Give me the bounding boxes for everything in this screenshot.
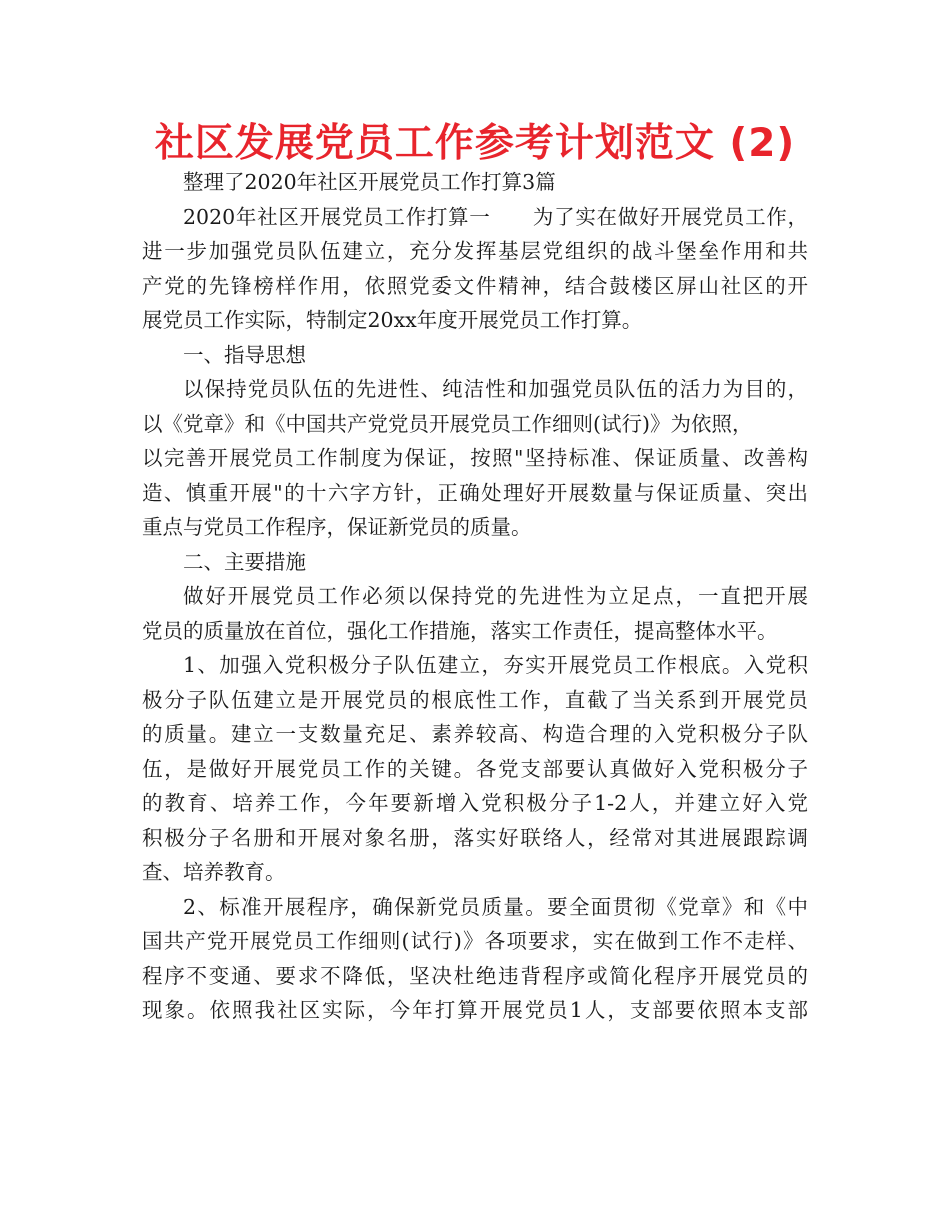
body-line: 展党员工作实际，特制定20xx年度开展党员工作打算。 (142, 308, 643, 332)
body-line: 党员的质量放在首位，强化工作措施，落实工作责任，提高整体水平。 (142, 618, 778, 643)
document-body (142, 165, 808, 1028)
body-line: 的教育、培养工作，今年要新增入党积极分子1-2人，并建立好入党 (142, 791, 808, 815)
body-line: 二、主要措施 (183, 549, 306, 574)
document-title: 社区发展党员工作参考计划范文 (2) (154, 121, 796, 166)
body-line: 进一步加强党员队伍建立，充分发挥基层党组织的战斗堡垒作用和共 (142, 239, 808, 263)
body-line: 重点与党员工作程序，保证新党员的质量。 (142, 515, 532, 539)
body-line: 2020年社区开展党员工作打算一 为了实在做好开展党员工作， (183, 204, 808, 229)
body-line: 一、指导思想 (183, 342, 306, 367)
body-line: 查、培养教育。 (142, 860, 286, 884)
body-line: 2、标准开展程序，确保新党员质量。要全面贯彻《党章》和《中 (183, 894, 808, 919)
body-line: 以《党章》和《中国共产党党员开展党员工作细则(试行)》为依照， (142, 411, 753, 436)
body-line: 以完善开展党员工作制度为保证，按照"坚持标准、保证质量、改善构 (142, 446, 808, 470)
body-line: 产党的先锋榜样作用，依照党委文件精神，结合鼓楼区屏山社区的开 (142, 273, 808, 298)
body-line: 以保持党员队伍的先进性、纯洁性和加强党员队伍的活力为目的， (183, 377, 808, 401)
body-line: 极分子队伍建立是开展党员的根底性工作，直截了当关系到开展党员 (142, 687, 808, 712)
body-line: 的质量。建立一支数量充足、素养较高、构造合理的入党积极分子队 (142, 722, 808, 746)
body-line: 整理了2020年社区开展党员工作打算3篇 (183, 170, 556, 194)
body-line: 程序不变通、要求不降低，坚决杜绝违背程序或简化程序开展党员的 (142, 963, 808, 988)
body-line: 造、慎重开展"的十六字方针，正确处理好开展数量与保证质量、突出 (142, 480, 808, 505)
body-line: 1、加强入党积极分子队伍建立，夯实开展党员工作根底。入党积 (183, 653, 808, 677)
body-line: 积极分子名册和开展对象名册，落实好联络人，经常对其进展跟踪调 (142, 825, 808, 850)
body-line: 国共产党开展党员工作细则(试行)》各项要求，实在做到工作不走样、 (142, 929, 808, 953)
body-line: 伍，是做好开展党员工作的关键。各党支部要认真做好入党积极分子 (142, 756, 808, 781)
body-line: 做好开展党员工作必须以保持党的先进性为立足点，一直把开展 (183, 584, 808, 608)
body-line: 现象。依照我社区实际，今年打算开展党员1人，支部要依照本支部 (142, 998, 808, 1022)
